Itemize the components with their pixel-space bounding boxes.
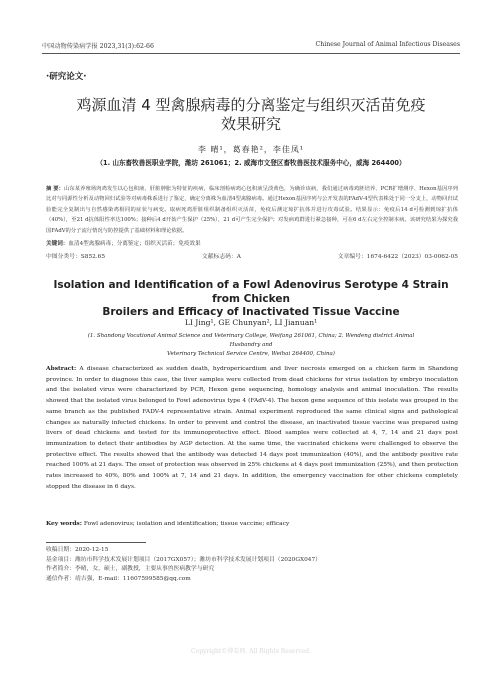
en-keywords-label: Key words: bbox=[46, 520, 82, 527]
cn-affiliation: （1. 山东畜牧兽医职业学院，潍坊 261061；2. 威海市文登区畜牧兽医技术服务中心，威海 264400） bbox=[96, 159, 406, 167]
article-meta bbox=[46, 251, 458, 260]
cn-abstract bbox=[46, 184, 458, 236]
footnotes bbox=[46, 546, 458, 584]
cn-authors: 李 晴¹，葛春艳²，李佳凤¹ bbox=[197, 145, 305, 154]
en-affiliation bbox=[86, 332, 416, 359]
cn-keywords-label: 关键词： bbox=[46, 241, 69, 247]
en-keywords bbox=[46, 520, 458, 527]
corresponding-author: 通信作者：靖吉强，E-mail：11607599585@qq.com bbox=[46, 575, 191, 582]
clc-number: 中图分类号：S852.65 bbox=[46, 254, 106, 260]
footnote-rule bbox=[46, 542, 146, 543]
en-abstract bbox=[46, 364, 458, 492]
cn-title-line1: 鸡源血清 4 型禽腺病毒的分离鉴定与组织灭活苗免疫 bbox=[76, 96, 426, 114]
cn-abstract-text: 山东某养殖场肉鸡发生以心包积液、肝脏肿胀为特征的疾病，临床剖检病鸡心包积液呈淡黄色，为确诊该病，我们通过病毒鸡胚培养、PCR扩增测序、Hexon基因序列比对与同源性分析及动物回归试验等对病毒株系进行了鉴定，确定分离株为血清4型禽腺病毒。通过Hexon基因序列与公开发表的FAdV-4型代表株处于同一分支上，动物回归试验能完全复制出与自然感染鸡相同的症状与病变。取病死鸡肝脏组织制备组织灭活苗，免疫后测定琼扩抗体并进行攻毒试验。结果显示：免疫后14 d可检测到琼扩抗体（40%），至21 d抗体阳性率达100%；接种后4 d开始产生保护（25%），21 d可产生完全保护；对发病鸡群进行紧急接种，可在6 d左右完全控制本病。该研究结果为探究我国FAdV的分子流行情况与防控提供了基础材料和理论依据。 bbox=[46, 186, 458, 234]
cn-title-line2: 效果研究 bbox=[220, 115, 281, 133]
en-title-line2: Broilers and Efficacy of Inactivated Tissue Vaccine bbox=[102, 306, 400, 318]
en-abstract-text: A disease characterized as sudden death, hydropericardium and liver necrosis emerged on a chicken farm in Shandong province. In order to diagnose this case, the liver samples were collected from dead chickens for virus isolation by embryo inoculation and the isolated virus were characterized by PCR, Hexon gene sequencing, homology analysis and animal inoculation. The results showed that the isolated virus belonged to Fowl adenovirus type 4 (FAdV-4). The hexon gene sequence of this isolate was grouped in the same branch as the published FADV-4 representative strain. Animal experiment reproduced the same clinical signs and pathological changes as naturally infected chickens. In order to prevent and control the disease, an inactivated tissue vaccine was prepared using livers of dead chickens and tested for its immunoprotective effect. Blood samples were collected at 4, 7, 14 and 21 days post immunization to detect their antibodies by AGP detection. At the same time, the vaccinated chickens were challenged to observe the protective effect. The results showed that the antibody was detected 14 days post immunization (40%), and the antibody positive rate reached 100% at 21 days. The onset of protection was observed in 25% chickens at 4 days post immunization (25%), and then protection rates increased to 40%, 80% and 100% at 7, 14 and 21 days. In addition, the emergency vaccination for other chickens completely stopped the disease in 6 days. bbox=[46, 366, 458, 490]
copyright-watermark: Copyright©博看网. All Rights Reserved. bbox=[190, 648, 312, 655]
en-abstract-label: Abstract: bbox=[46, 365, 77, 372]
cn-keywords bbox=[46, 239, 458, 247]
cn-title bbox=[40, 96, 462, 134]
en-affil-line2: Veterinary Technical Service Centre, Weihai 264400, China) bbox=[167, 351, 335, 357]
cn-abstract-label: 摘 要： bbox=[46, 186, 65, 192]
header-rule bbox=[42, 53, 460, 54]
journal-en: Chinese Journal of Animal Infectious Diseases bbox=[315, 41, 460, 48]
en-keywords-text: Fowl adenovirus; isolation and identification; tissue vaccine; efficacy bbox=[83, 521, 290, 527]
cn-keywords-text: 血清4型禽腺病毒；分离鉴定；组织灭活苗；免疫效果 bbox=[68, 241, 201, 247]
column-label: ·研究论文· bbox=[46, 72, 87, 82]
en-title bbox=[44, 279, 458, 320]
en-affil-line1: (1. Shandong Vocational Animal Science and Veterinary College, Weifang 261061, China; 2. Wendeng district Animal Husbandry and bbox=[87, 333, 415, 348]
fund-info: 基金项目：潍坊市科学技术发展计划项目（2017GX057）；潍坊市科学技术发展计划项目（2020GX047） bbox=[46, 556, 321, 563]
en-title-line1: Isolation and Identification of a Fowl Adenovirus Serotype 4 Strain from Chicken bbox=[53, 279, 449, 305]
en-authors: LI Jing¹, GE Chunyan², LI Jianuan¹ bbox=[184, 318, 318, 327]
document-code: 文献标志码：A bbox=[201, 254, 241, 260]
author-intro: 作者简介：李晴，女，硕士，副教授，主要从事兽医病教学与研究 bbox=[46, 566, 215, 573]
received-date: 收稿日期：2020-12-15 bbox=[46, 547, 109, 553]
journal-cn: 中国动物传染病学报 2023,31(3):62-66 bbox=[42, 43, 154, 50]
running-header bbox=[42, 41, 460, 50]
article-number: 文章编号：1674-6422（2023）03-0062-05 bbox=[337, 254, 458, 260]
